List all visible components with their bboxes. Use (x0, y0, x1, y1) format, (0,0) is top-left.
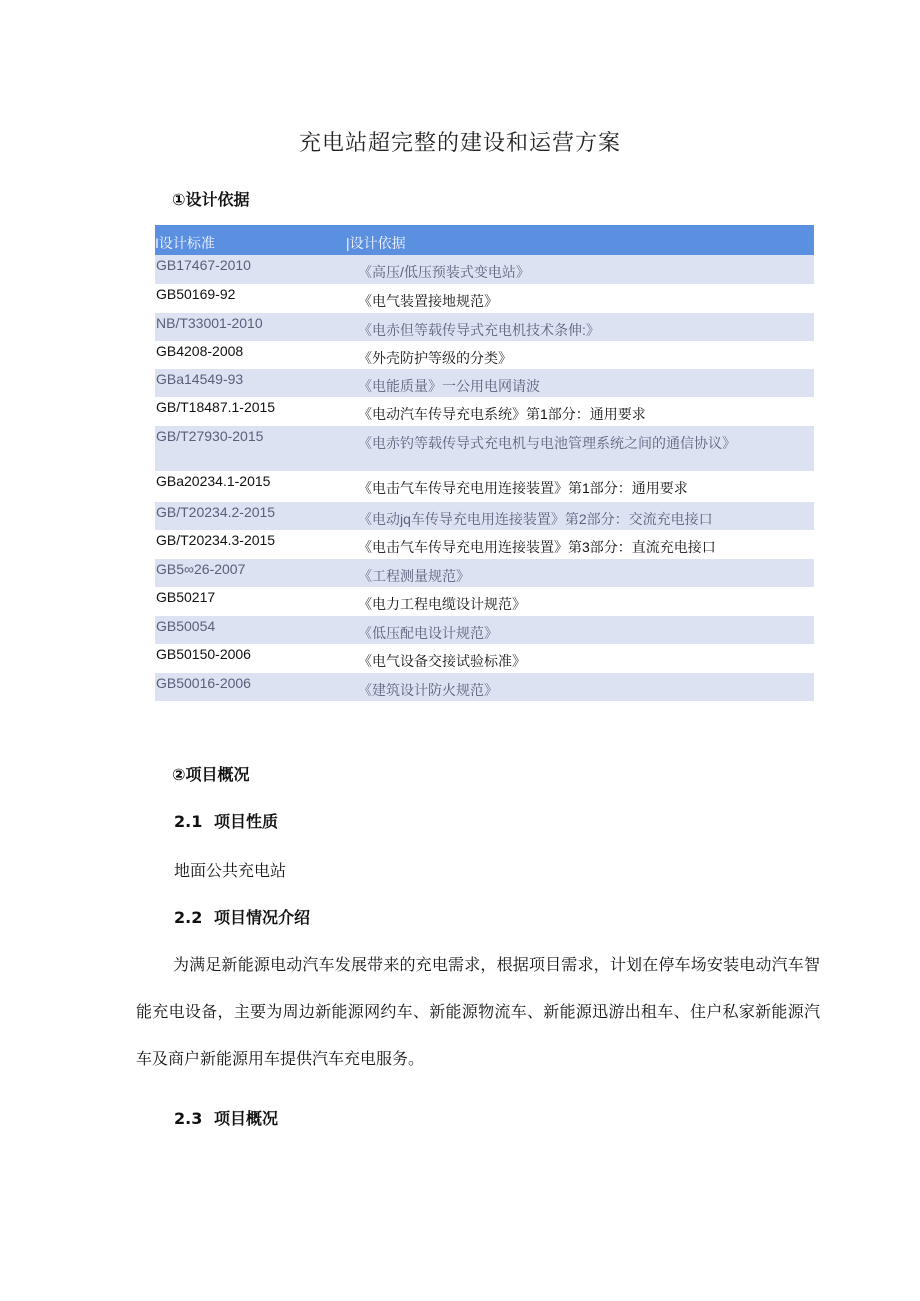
document-title: 充电站超完整的建设和运营方案 (298, 131, 621, 156)
standard-title: 《高压/低压预装式变电站》 (358, 264, 530, 280)
standard-code: GBa20234.1-2015 (156, 473, 271, 489)
project-nature-text: 地面公共充电站 (174, 861, 287, 880)
table-row (155, 284, 814, 313)
subheading-number: 2.3 (174, 1109, 203, 1128)
standard-code: GB/T27930-2015 (156, 428, 264, 444)
standard-title: 《电击气车传导充电用连接装置》第1部分：通用要求 (358, 480, 688, 496)
standard-title: 《电力工程电缆设计规范》 (358, 596, 526, 612)
table-row (155, 397, 814, 426)
standard-code: GB50150-2006 (156, 646, 251, 662)
standard-code: GB50217 (156, 589, 216, 605)
table-row (155, 313, 814, 341)
table-row (155, 559, 814, 587)
subheading-text: 项目概况 (214, 1109, 279, 1128)
design-basis-table (155, 225, 814, 701)
standard-title: 《外壳防护等级的分类》 (358, 350, 512, 366)
column-header-basis: |设计依据 (346, 225, 814, 255)
standard-title: 《电气设备交接试验标准》 (358, 653, 526, 669)
standard-code: GB17467-2010 (156, 257, 251, 273)
standard-title: 《电赤钓等载传导式充电机与电池管理系统之间的通信协议》 (358, 435, 736, 451)
table-row (155, 502, 814, 530)
standard-title: 《电动jq车传导充电用连接装置》第2部分：交流充电接口 (358, 511, 713, 527)
table-row (155, 255, 814, 284)
column-header-standard: I设计标准 (155, 225, 346, 255)
standard-code: GB50054 (156, 618, 216, 634)
project-intro-paragraph: 为满足新能源电动汽车发展带来的充电需求，根据项目需求，计划在停车场安装电动汽车智能充电设备，主要为周边新能源网约车、新能源物流车、新能源迅游出租车、住户私家新能源汽车及商户新能源用车提供汽车充电服务。 (136, 955, 820, 1068)
standard-code: GB50169-92 (156, 286, 236, 302)
standard-code: GB/T20234.3-2015 (156, 532, 276, 548)
table-row (155, 471, 814, 502)
standard-code: GB/T18487.1-2015 (156, 399, 276, 415)
table-row (155, 673, 814, 701)
standard-title: 《电能质量》一公用电网请波 (358, 378, 540, 394)
standard-code: GB50016-2006 (156, 675, 251, 691)
table-row (155, 616, 814, 644)
table-row (155, 587, 814, 616)
subheading-number: 2.2 (174, 908, 203, 927)
section-heading-project-overview: ②项目概况 (172, 765, 250, 784)
standard-title: 《电赤但等载传导式充电机技术条伸:》 (358, 322, 600, 338)
subheading-text: 项目情况介绍 (214, 908, 311, 927)
standard-title: 《电动汽车传导充电系统》第1部分：通用要求 (358, 406, 646, 422)
standard-title: 《电气装置接地规范》 (358, 293, 498, 309)
subheading-text: 项目性质 (214, 812, 279, 831)
subheading-project-intro (174, 905, 310, 928)
standard-title: 《建筑设计防火规范》 (358, 682, 498, 698)
standard-title: 《电击气车传导充电用连接装置》第3部分：直流充电接口 (358, 539, 716, 555)
table-row (155, 369, 814, 397)
subheading-project-summary (174, 1106, 278, 1129)
table-header-row (155, 225, 814, 255)
table-row (155, 341, 814, 369)
subheading-number: 2.1 (174, 812, 203, 831)
standard-code: NB/T33001-2010 (156, 315, 263, 331)
standard-title: 《工程测量规范》 (358, 568, 470, 584)
table-row (155, 426, 814, 471)
standard-code: GB5∞26-2007 (156, 561, 246, 577)
table-row (155, 644, 814, 673)
standard-code: GB4208-2008 (156, 343, 244, 359)
standard-title: 《低压配电设计规范》 (358, 625, 498, 641)
section-heading-design-basis: ①设计依据 (172, 190, 250, 209)
table-body (155, 255, 814, 701)
table-row (155, 530, 814, 559)
standard-code: GBa14549-93 (156, 371, 244, 387)
standard-code: GB/T20234.2-2015 (156, 504, 276, 520)
subheading-project-nature (174, 809, 278, 832)
